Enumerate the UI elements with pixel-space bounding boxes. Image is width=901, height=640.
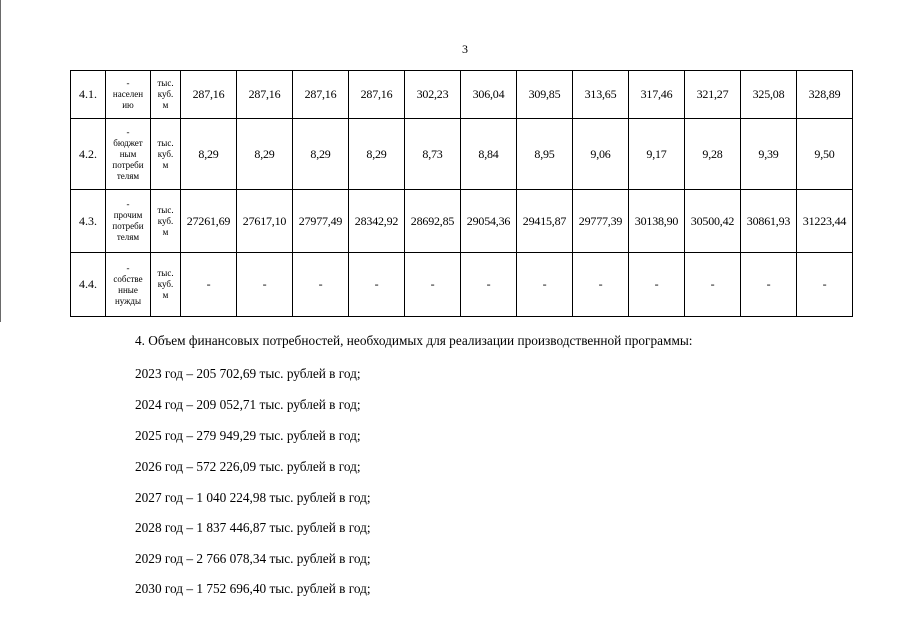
year-amount-line: 2023 год – 205 702,69 тыс. рублей в год; [135,366,361,381]
description-line: населен [112,89,144,99]
row-number: 4.1. [71,71,106,119]
year-amount-line: 2025 год – 279 949,29 тыс. рублей в год; [135,428,361,443]
value-cell: 27617,10 [237,190,293,253]
value-cell: - [461,253,517,317]
description-line: прочим [113,210,143,220]
value-cell: 313,65 [573,71,629,119]
value-cell: - [181,253,237,317]
unit-line: тыс. [157,137,174,148]
value-cell: 9,06 [573,119,629,190]
row-number: 4.3. [71,190,106,253]
row-unit [151,253,181,317]
unit-line: м [162,100,169,110]
unit-line: тыс. [157,204,174,215]
value-cell: 30138,90 [629,190,685,253]
year-amount-line: 2028 год – 1 837 446,87 тыс. рублей в год; [135,520,371,535]
value-cell: - [797,253,853,317]
value-cell: - [629,253,685,317]
value-cell: 317,46 [629,71,685,119]
row-description [106,190,151,253]
value-cell: - [293,253,349,317]
value-cell: 29054,36 [461,190,517,253]
description-line: - [126,78,130,88]
description-line: - [126,199,130,209]
description-line: - [126,126,130,137]
value-cell: - [405,253,461,317]
value-cell: 9,50 [797,119,853,190]
value-cell: 287,16 [237,71,293,119]
year-amount-line: 2027 год – 1 040 224,98 тыс. рублей в год; [135,490,371,505]
value-cell: - [517,253,573,317]
value-cell: 8,95 [517,119,573,190]
table-row [71,119,853,190]
description-line: ным [119,148,137,159]
row-unit [151,190,181,253]
value-cell: 8,73 [405,119,461,190]
value-cell: 328,89 [797,71,853,119]
value-cell: 29415,87 [517,190,573,253]
page-edge-line [0,0,1,322]
description-line: телям [116,232,140,242]
description-line: собстве [113,273,143,284]
unit-line: тыс. [157,78,174,88]
table-row [71,190,853,253]
year-amount-line: 2030 год – 1 752 696,40 тыс. рублей в год; [135,581,371,596]
row-description [106,253,151,317]
value-cell: 28342,92 [349,190,405,253]
unit-line: м [162,290,169,300]
row-number: 4.2. [71,119,106,190]
value-cell: - [237,253,293,317]
description-line: нные [118,284,138,295]
table-row [71,253,853,317]
value-cell: 27261,69 [181,190,237,253]
unit-line: куб. [157,215,174,226]
value-cell: 27977,49 [293,190,349,253]
value-cell: 8,29 [237,119,293,190]
value-cell: 31223,44 [797,190,853,253]
value-cell: 9,28 [685,119,741,190]
value-cell: 287,16 [293,71,349,119]
value-cell: - [685,253,741,317]
row-number: 4.4. [71,253,106,317]
value-cell: 8,29 [349,119,405,190]
table-row [71,71,853,119]
description-line: бюджет [113,137,143,148]
value-cell: 302,23 [405,71,461,119]
value-cell: - [741,253,797,317]
description-line: нужды [114,295,142,306]
value-cell: 8,29 [181,119,237,190]
value-cell: 309,85 [517,71,573,119]
value-cell: - [349,253,405,317]
description-line: - [126,262,130,273]
value-cell: 9,39 [741,119,797,190]
value-cell: 30861,93 [741,190,797,253]
value-cell: 325,08 [741,71,797,119]
value-cell: 30500,42 [685,190,741,253]
description-line: телям [116,170,140,181]
year-amount-line: 2024 год – 209 052,71 тыс. рублей в год; [135,397,361,412]
consumption-table [70,70,853,317]
unit-line: куб. [157,279,174,289]
row-unit [151,71,181,119]
value-cell: 8,29 [293,119,349,190]
description-line: потреби [112,221,144,231]
value-cell: 287,16 [349,71,405,119]
unit-line: м [162,226,169,237]
year-amount-line: 2029 год – 2 766 078,34 тыс. рублей в год; [135,551,371,566]
value-cell: 29777,39 [573,190,629,253]
description-line: ию [122,100,134,110]
value-cell: 306,04 [461,71,517,119]
value-cell: 28692,85 [405,190,461,253]
unit-line: м [162,159,169,170]
value-cell: 9,17 [629,119,685,190]
row-unit [151,119,181,190]
unit-line: тыс. [157,268,174,278]
year-amount-line: 2026 год – 572 226,09 тыс. рублей в год; [135,459,361,474]
unit-line: куб. [157,148,174,159]
value-cell: 8,84 [461,119,517,190]
value-cell: 287,16 [181,71,237,119]
value-cell: 321,27 [685,71,741,119]
row-description [106,71,151,119]
row-description [106,119,151,190]
financial-needs-heading: 4. Объем финансовых потребностей, необходимых для реализации производственной программы: [135,333,693,348]
value-cell: - [573,253,629,317]
page-number: 3 [462,42,468,56]
unit-line: куб. [157,89,174,99]
description-line: потреби [112,159,144,170]
